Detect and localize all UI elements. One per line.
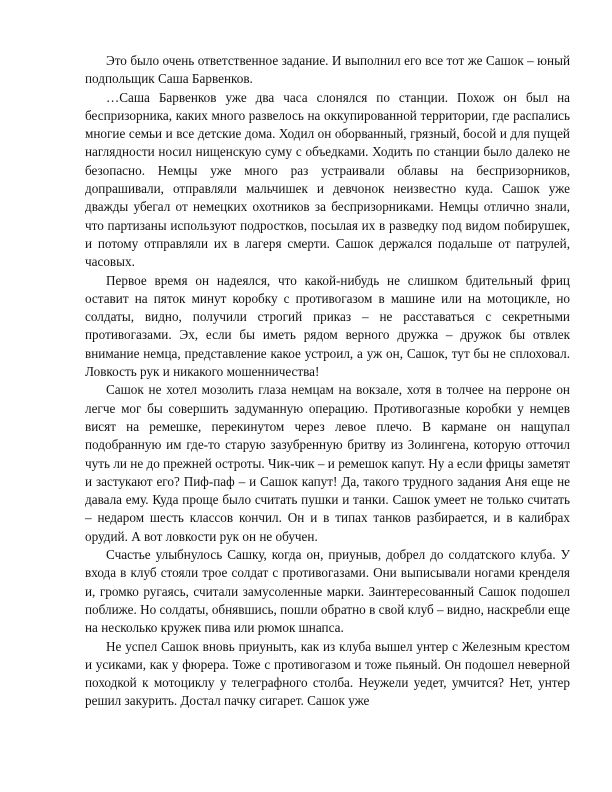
paragraph-5: Счастье улыбнулось Сашку, когда он, приуныв, добрел до солдатского клуба. У входа в клуб стояли трое солдат с противогазами. Они выписывали ногами кренделя и, громко ругаясь, считали замусоленные марки. Заинтересованный Сашок подошел поближе. Но солдаты, обнявшись, пошли обратно в свой клуб – видно, наскребли еще на несколько кружек пива или рюмок шнапса.	[85, 547, 570, 636]
paragraph-3: Первое время он надеялся, что какой-нибудь не слишком бдительный фриц оставит на пяток минут коробку с противогазом в машине или на мотоцикле, но солдаты, видно, получили строгий приказ – не расставаться с секретными противогазами. Эх, если бы иметь рядом верного дружка – дружок бы отвлек внимание немца, представление какое устроил, а уж он, Сашок, тут бы не сплоховал. Ловкость рук и никакого мошенничества!	[85, 272, 570, 380]
paragraph-6: Не успел Сашок вновь приуныть, как из клуба вышел унтер с Железным крестом и усиками, как у фюрера. Тоже с противогазом и тоже пьяный. Он подошел неверной походкой к мотоциклу у телеграфного столба. Неужели уедет, умчится? Нет, унтер решил закурить. Достал пачку сигарет. Сашок уже	[85, 638, 570, 709]
paragraph-4: Сашок не хотел мозолить глаза немцам на вокзале, хотя в толчее на перроне он легче мог бы совершить задуманную операцию. Противогазные коробки у немцев висят на ремешке, перекинутом через левое плечо. В кармане он нащупал подобранную им где-то старую зазубренную бритву из Золингена, которую отточил чуть ли не до прежней остроты. Чик-чик – и ремешок капут. Ну а если фрицы заметят и застукают его? Пиф-паф – и Сашок капут! Да, такого трудного задания Аня еще не давала ему. Куда проще было считать пушки и танки. Сашок умеет не только считать – недаром шесть классов кончил. Он и в типах танков разбирается, и в калибрах орудий. А вот ловкости рук он не обучен.	[85, 382, 570, 544]
document-page	[85, 52, 570, 711]
paragraph-2: …Саша Барвенков уже два часа слонялся по станции. Похож он был на беспризорника, каких много развелось на оккупированной территории, где распались многие семьи и все детские дома. Ходил он оборванный, грязный, босой и для пущей наглядности носил нищенскую суму с объедками. Ходить по станции было далеко не безопасно. Немцы уже много раз устраивали облавы на беспризорников, допрашивали, отправляли мальчишек и девчонок неизвестно куда. Сашок уже дважды убегал от немецких охотников за беспризорниками. Немцы отлично знали, что партизаны используют подростков, посылая их в разведку под видом побирушек, и потому отправляли их в лагеря смерти. Сашок держался подальше от патрулей, часовых.	[85, 89, 570, 270]
paragraph-1: Это было очень ответственное задание. И выполнил его все тот же Сашок – юный подпольщик Саша Барвенков.	[85, 53, 570, 87]
